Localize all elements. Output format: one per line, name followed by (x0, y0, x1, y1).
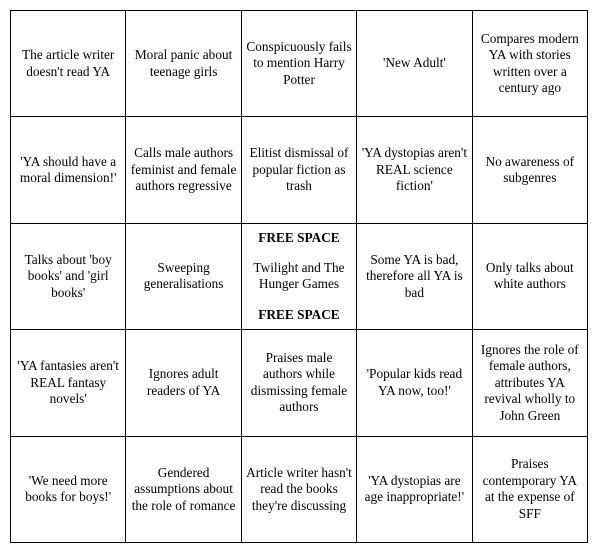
bingo-cell[interactable]: 'YA dystopias aren't REAL science fiction' (357, 117, 472, 223)
bingo-cell[interactable]: 'Popular kids read YA now, too!' (357, 330, 472, 436)
free-space-title-bottom: FREE SPACE (258, 306, 340, 322)
bingo-cell[interactable]: Article writer hasn't read the books they're discussing (242, 437, 357, 543)
bingo-cell[interactable]: Elitist dismissal of popular fiction as trash (242, 117, 357, 223)
bingo-cell[interactable]: Gendered assumptions about the role of romance (126, 437, 241, 543)
bingo-cell[interactable]: 'New Adult' (357, 11, 472, 117)
bingo-cell[interactable]: Moral panic about teenage girls (126, 11, 241, 117)
bingo-cell[interactable]: Sweeping generalisations (126, 224, 241, 330)
bingo-cell[interactable]: Praises male authors while dismissing female authors (242, 330, 357, 436)
bingo-cell[interactable]: Ignores adult readers of YA (126, 330, 241, 436)
free-space-cell[interactable] (242, 224, 357, 330)
free-space-text: Twilight and The Hunger Games (253, 259, 345, 292)
free-space-title-top: FREE SPACE (258, 229, 340, 245)
bingo-cell[interactable]: Talks about 'boy books' and 'girl books' (11, 224, 126, 330)
bingo-cell[interactable]: Some YA is bad, therefore all YA is bad (357, 224, 472, 330)
bingo-cell[interactable]: 'YA should have a moral dimension!' (11, 117, 126, 223)
bingo-cell[interactable]: Only talks about white authors (473, 224, 588, 330)
bingo-cell[interactable]: Calls male authors feminist and female authors regressive (126, 117, 241, 223)
bingo-cell[interactable]: Conspicuously fails to mention Harry Potter (242, 11, 357, 117)
bingo-cell[interactable]: Praises contemporary YA at the expense of SFF (473, 437, 588, 543)
bingo-cell[interactable]: Compares modern YA with stories written over a century ago (473, 11, 588, 117)
bingo-cell[interactable]: 'YA fantasies aren't REAL fantasy novels' (11, 330, 126, 436)
bingo-cell[interactable]: No awareness of subgenres (473, 117, 588, 223)
bingo-cell[interactable]: Ignores the role of female authors, attributes YA revival wholly to John Green (473, 330, 588, 436)
bingo-cell[interactable]: The article writer doesn't read YA (11, 11, 126, 117)
bingo-cell[interactable]: 'YA dystopias are age inappropriate!' (357, 437, 472, 543)
bingo-board (10, 10, 588, 543)
bingo-cell[interactable]: 'We need more books for boys!' (11, 437, 126, 543)
